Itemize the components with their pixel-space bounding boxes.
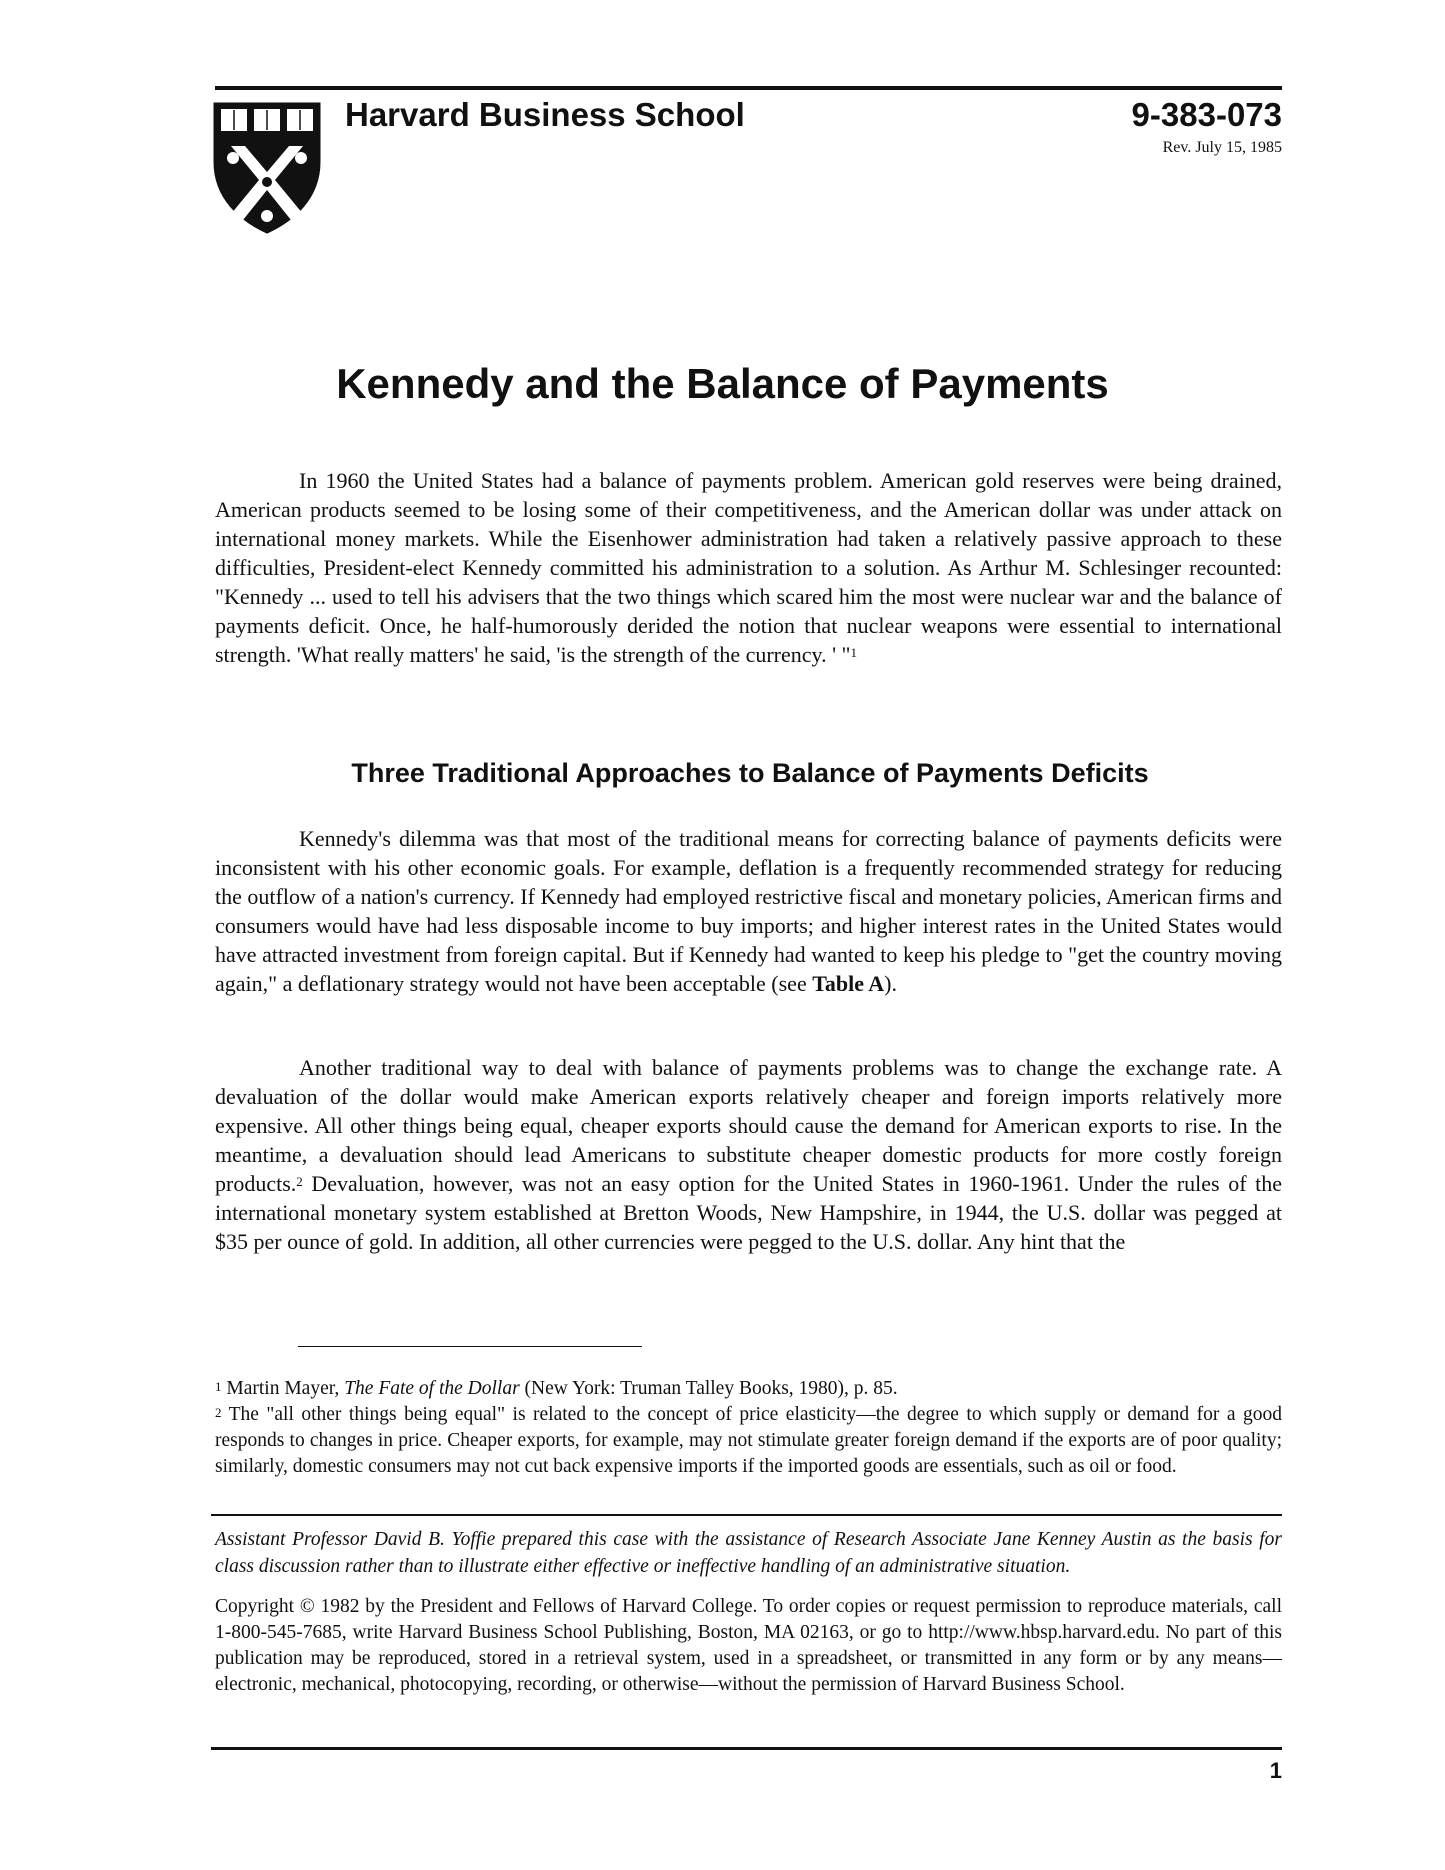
footnote-text: (New York: Truman Talley Books, 1980), p. 85. [519, 1378, 898, 1399]
footnotes [215, 1376, 1282, 1480]
harvard-shield-logo [211, 100, 323, 234]
preparer-note: Assistant Professor David B. Yoffie prepared this case with the assistance of Research Associate Jane Kenney Austin as the basis for class discussion rather than to illustrate either effective or ineffective handling of an administrative situation. [215, 1529, 1282, 1577]
copyright-notice: Copyright © 1982 by the President and Fellows of Harvard College. To order copies or request permission to reproduce materials, call 1-800-545-7685, write Harvard Business School Publishing, Boston, MA 02163, or go to http://www.hbsp.harvard.edu. No part of this publication may be reproduced, stored in a retrieval system, used in a spreadsheet, or transmitted in any form or by any means—electronic, mechanical, photocopying, recording, or otherwise—without the permission of Harvard Business School. [215, 1596, 1282, 1695]
page-number: 1 [1269, 1758, 1282, 1783]
school-name: Harvard Business School [345, 96, 745, 133]
footnote-number: 2 [215, 1405, 222, 1420]
footnote-separator [298, 1346, 642, 1347]
footnote-text: The "all other things being equal" is related to the concept of price elasticity—the degree to which supply or demand for a good responds to changes in price. Cheaper exports, for example, may not stimulate greater foreign demand if the exports are of poor quality; similarly, domestic consumers may not cut back expensive imports if the imported goods are essentials, such as oil or food. [215, 1404, 1282, 1477]
paragraph-text-part2: Devaluation, however, was not an easy option for the United States in 1960-1961. Under the rules of the international monetary system established at Bretton Woods, New Hampshire, in 1944, the U.S. dollar was pegged at $35 per ounce of gold. In addition, all other currencies were pegged to the U.S. dollar. Any hint that the [215, 1171, 1282, 1254]
footnote-1 [215, 1376, 1282, 1402]
table-a-reference[interactable]: Table A [812, 971, 885, 996]
intro-paragraph [215, 466, 1282, 669]
case-number: 9-383-073 [1131, 96, 1282, 133]
footnote-text: Martin Mayer, [221, 1378, 345, 1399]
paragraph-text: Kennedy's dilemma was that most of the traditional means for correcting balance of payments deficits were inconsistent with his other economic goals. For example, deflation is a frequently recommended strategy for reducing the outflow of a nation's currency. If Kennedy had employed restrictive fiscal and monetary policies, American firms and consumers would have had less disposable income to buy imports; and higher interest rates in the United States would have attracted investment from foreign capital. But if Kennedy had wanted to keep his pledge to "get the country moving again," a deflationary strategy would not have been acceptable (see [215, 826, 1282, 996]
case-title: Kennedy and the Balance of Payments [336, 360, 1109, 407]
deflation-paragraph [215, 824, 1282, 998]
footnote-ref-2[interactable]: 2 [296, 1174, 303, 1189]
devaluation-paragraph [215, 1053, 1282, 1256]
paragraph-end: ). [884, 971, 897, 996]
intro-text: In 1960 the United States had a balance of payments problem. American gold reserves were being drained, American products seemed to be losing some of their competitiveness, and the American dollar was under attack on international money markets. While the Eisenhower administration had taken a relatively passive approach to these difficulties, President-elect Kennedy committed his administration to a solution. As Arthur M. Schlesinger recounted: "Kennedy ... used to tell his advisers that the two things which scared him the most were nuclear war and the balance of payments deficit. Once, he half-humorously derided the notion that nuclear weapons were essential to international strength. 'What really matters' he said, 'is the strength of the currency. ' " [215, 468, 1282, 667]
revision-date: Rev. July 15, 1985 [1162, 139, 1282, 156]
section-heading: Three Traditional Approaches to Balance of Payments Deficits [351, 758, 1149, 788]
footnote-number: 1 [215, 1379, 222, 1394]
book-title: The Fate of the Dollar [344, 1378, 520, 1399]
bottom-rule [211, 1747, 1282, 1750]
header-rule [215, 86, 1282, 90]
paragraph-text-part1: Another traditional way to deal with balance of payments problems was to change the exchange rate. A devaluation of the dollar would make American exports relatively cheaper and foreign imports relatively more expensive. All other things being equal, cheaper exports should cause the demand for American exports to rise. In the meantime, a devaluation should lead Americans to substitute cheaper domestic products for more costly foreign products. [215, 1055, 1282, 1196]
footnote-2 [215, 1402, 1282, 1480]
footer-rule [211, 1514, 1282, 1516]
footnote-ref-1[interactable]: 1 [850, 645, 858, 660]
